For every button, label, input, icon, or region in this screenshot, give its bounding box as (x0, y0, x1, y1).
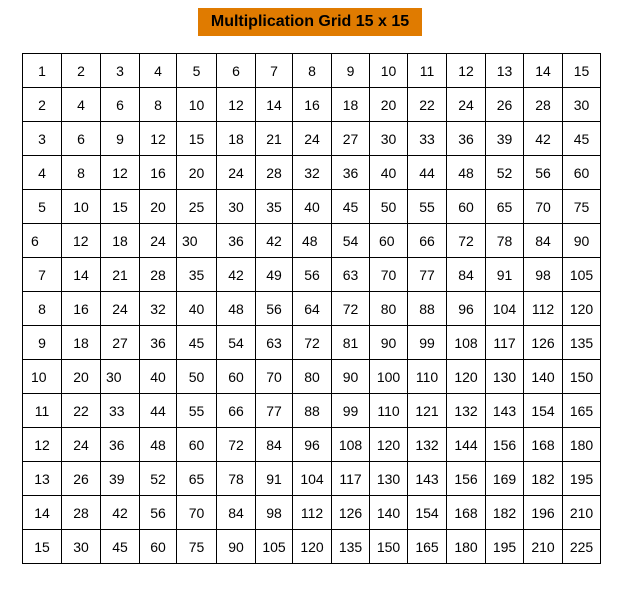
grid-cell: 11 (23, 394, 62, 428)
grid-cell: 49 (256, 258, 293, 292)
grid-cell: 35 (256, 190, 293, 224)
grid-cell: 195 (563, 462, 601, 496)
grid-cell: 6 (101, 88, 140, 122)
grid-cell: 10 (62, 190, 101, 224)
grid-cell: 112 (524, 292, 563, 326)
grid-cell: 40 (177, 292, 217, 326)
grid-cell: 140 (524, 360, 563, 394)
grid-cell: 81 (332, 326, 370, 360)
grid-cell: 24 (217, 156, 256, 190)
grid-cell: 56 (256, 292, 293, 326)
grid-cell: 88 (293, 394, 332, 428)
grid-cell: 24 (101, 292, 140, 326)
grid-cell: 33 (408, 122, 447, 156)
grid-cell: 72 (447, 224, 486, 258)
grid-cell: 121 (408, 394, 447, 428)
grid-cell: 143 (486, 394, 524, 428)
grid-cell: 16 (62, 292, 101, 326)
grid-cell: 120 (447, 360, 486, 394)
grid-cell: 30 (177, 224, 217, 258)
grid-cell: 26 (486, 88, 524, 122)
grid-cell: 10 (23, 360, 62, 394)
grid-cell: 18 (332, 88, 370, 122)
grid-cell: 6 (217, 54, 256, 88)
grid-cell: 21 (101, 258, 140, 292)
grid-cell: 60 (447, 190, 486, 224)
grid-cell: 77 (408, 258, 447, 292)
grid-cell: 28 (62, 496, 101, 530)
grid-cell: 28 (256, 156, 293, 190)
grid-cell: 55 (177, 394, 217, 428)
grid-cell: 126 (524, 326, 563, 360)
grid-cell: 36 (447, 122, 486, 156)
grid-cell: 195 (486, 530, 524, 564)
grid-cell: 40 (293, 190, 332, 224)
grid-cell: 84 (256, 428, 293, 462)
grid-cell: 3 (23, 122, 62, 156)
grid-cell: 126 (332, 496, 370, 530)
grid-cell: 6 (62, 122, 101, 156)
grid-cell: 132 (408, 428, 447, 462)
grid-cell: 24 (62, 428, 101, 462)
grid-cell: 4 (23, 156, 62, 190)
grid-cell: 32 (140, 292, 177, 326)
grid-cell: 36 (332, 156, 370, 190)
grid-cell: 42 (256, 224, 293, 258)
grid-cell: 48 (447, 156, 486, 190)
grid-cell: 120 (370, 428, 408, 462)
grid-row (23, 394, 601, 428)
grid-cell: 150 (563, 360, 601, 394)
grid-cell: 24 (140, 224, 177, 258)
grid-cell: 30 (62, 530, 101, 564)
grid-cell: 80 (293, 360, 332, 394)
grid-cell: 14 (23, 496, 62, 530)
grid-cell: 14 (524, 54, 563, 88)
grid-cell: 110 (408, 360, 447, 394)
grid-cell: 182 (486, 496, 524, 530)
grid-cell: 60 (563, 156, 601, 190)
grid-cell: 45 (177, 326, 217, 360)
grid-row (23, 462, 601, 496)
grid-cell: 48 (293, 224, 332, 258)
grid-cell: 90 (563, 224, 601, 258)
grid-cell: 77 (256, 394, 293, 428)
grid-cell: 10 (177, 88, 217, 122)
grid-cell: 24 (447, 88, 486, 122)
grid-cell: 28 (140, 258, 177, 292)
grid-cell: 9 (23, 326, 62, 360)
grid-cell: 60 (140, 530, 177, 564)
grid-cell: 12 (140, 122, 177, 156)
grid-cell: 108 (332, 428, 370, 462)
grid-cell: 225 (563, 530, 601, 564)
grid-cell: 28 (524, 88, 563, 122)
grid-cell: 135 (332, 530, 370, 564)
grid-cell: 5 (177, 54, 217, 88)
grid-cell: 154 (524, 394, 563, 428)
grid-cell: 144 (447, 428, 486, 462)
grid-cell: 88 (408, 292, 447, 326)
grid-cell: 11 (408, 54, 447, 88)
grid-cell: 104 (293, 462, 332, 496)
grid-cell: 130 (486, 360, 524, 394)
grid-cell: 13 (486, 54, 524, 88)
grid-cell: 90 (217, 530, 256, 564)
grid-cell: 2 (62, 54, 101, 88)
grid-cell: 140 (370, 496, 408, 530)
grid-row (23, 496, 601, 530)
grid-cell: 98 (524, 258, 563, 292)
grid-cell: 3 (101, 54, 140, 88)
grid-cell: 210 (563, 496, 601, 530)
grid-cell: 1 (23, 54, 62, 88)
grid-cell: 110 (370, 394, 408, 428)
grid-cell: 45 (101, 530, 140, 564)
grid-cell: 60 (370, 224, 408, 258)
grid-cell: 13 (23, 462, 62, 496)
grid-cell: 8 (62, 156, 101, 190)
grid-cell: 60 (177, 428, 217, 462)
grid-cell: 70 (524, 190, 563, 224)
grid-cell: 18 (101, 224, 140, 258)
grid-cell: 91 (486, 258, 524, 292)
grid-cell: 180 (447, 530, 486, 564)
grid-cell: 15 (101, 190, 140, 224)
grid-cell: 8 (293, 54, 332, 88)
grid-cell: 24 (293, 122, 332, 156)
grid-cell: 84 (447, 258, 486, 292)
grid-cell: 6 (23, 224, 62, 258)
grid-cell: 72 (217, 428, 256, 462)
grid-row (23, 428, 601, 462)
grid-row (23, 258, 601, 292)
grid-cell: 143 (408, 462, 447, 496)
grid-cell: 21 (256, 122, 293, 156)
grid-cell: 65 (486, 190, 524, 224)
grid-cell: 120 (563, 292, 601, 326)
multiplication-grid (22, 53, 601, 564)
grid-cell: 4 (140, 54, 177, 88)
grid-cell: 27 (332, 122, 370, 156)
grid-cell: 104 (486, 292, 524, 326)
grid-cell: 117 (332, 462, 370, 496)
grid-cell: 12 (217, 88, 256, 122)
grid-cell: 90 (332, 360, 370, 394)
grid-cell: 84 (217, 496, 256, 530)
grid-cell: 39 (101, 462, 140, 496)
grid-row (23, 190, 601, 224)
grid-cell: 30 (101, 360, 140, 394)
grid-cell: 65 (177, 462, 217, 496)
grid-cell: 168 (447, 496, 486, 530)
grid-cell: 56 (524, 156, 563, 190)
grid-cell: 72 (332, 292, 370, 326)
grid-cell: 55 (408, 190, 447, 224)
grid-cell: 70 (256, 360, 293, 394)
grid-cell: 120 (293, 530, 332, 564)
grid-cell: 112 (293, 496, 332, 530)
grid-cell: 12 (62, 224, 101, 258)
grid-cell: 54 (217, 326, 256, 360)
grid-cell: 9 (101, 122, 140, 156)
grid-cell: 117 (486, 326, 524, 360)
grid-row (23, 54, 601, 88)
grid-cell: 32 (293, 156, 332, 190)
grid-cell: 18 (62, 326, 101, 360)
grid-cell: 60 (217, 360, 256, 394)
grid-cell: 33 (101, 394, 140, 428)
grid-cell: 36 (217, 224, 256, 258)
grid-cell: 50 (177, 360, 217, 394)
grid-cell: 84 (524, 224, 563, 258)
grid-cell: 78 (217, 462, 256, 496)
grid-cell: 45 (563, 122, 601, 156)
grid-cell: 30 (370, 122, 408, 156)
grid-cell: 130 (370, 462, 408, 496)
grid-cell: 52 (486, 156, 524, 190)
grid-cell: 56 (140, 496, 177, 530)
grid-cell: 15 (177, 122, 217, 156)
grid-cell: 64 (293, 292, 332, 326)
grid-cell: 99 (332, 394, 370, 428)
grid-cell: 18 (217, 122, 256, 156)
grid-row (23, 326, 601, 360)
grid-row (23, 156, 601, 190)
grid-cell: 180 (563, 428, 601, 462)
grid-cell: 156 (486, 428, 524, 462)
grid-cell: 91 (256, 462, 293, 496)
grid-cell: 7 (256, 54, 293, 88)
grid-cell: 44 (140, 394, 177, 428)
grid-cell: 45 (332, 190, 370, 224)
grid-cell: 7 (23, 258, 62, 292)
grid-cell: 15 (23, 530, 62, 564)
grid-cell: 135 (563, 326, 601, 360)
grid-cell: 36 (140, 326, 177, 360)
grid-cell: 12 (447, 54, 486, 88)
page-title: Multiplication Grid 15 x 15 (198, 8, 422, 36)
grid-cell: 78 (486, 224, 524, 258)
grid-row (23, 224, 601, 258)
grid-row (23, 88, 601, 122)
grid-cell: 40 (140, 360, 177, 394)
grid-cell: 150 (370, 530, 408, 564)
grid-cell: 96 (447, 292, 486, 326)
grid-cell: 20 (62, 360, 101, 394)
grid-body (23, 54, 601, 564)
grid-cell: 168 (524, 428, 563, 462)
grid-cell: 70 (177, 496, 217, 530)
grid-cell: 108 (447, 326, 486, 360)
grid-cell: 196 (524, 496, 563, 530)
grid-cell: 8 (140, 88, 177, 122)
grid-cell: 182 (524, 462, 563, 496)
grid-cell: 50 (370, 190, 408, 224)
grid-cell: 165 (408, 530, 447, 564)
grid-cell: 4 (62, 88, 101, 122)
grid-cell: 42 (524, 122, 563, 156)
grid-cell: 66 (408, 224, 447, 258)
grid-cell: 98 (256, 496, 293, 530)
grid-cell: 16 (293, 88, 332, 122)
grid-cell: 12 (101, 156, 140, 190)
grid-cell: 2 (23, 88, 62, 122)
grid-cell: 9 (332, 54, 370, 88)
grid-cell: 90 (370, 326, 408, 360)
grid-cell: 63 (256, 326, 293, 360)
grid-cell: 48 (140, 428, 177, 462)
grid-cell: 66 (217, 394, 256, 428)
grid-cell: 165 (563, 394, 601, 428)
grid-cell: 26 (62, 462, 101, 496)
grid-cell: 72 (293, 326, 332, 360)
grid-cell: 42 (101, 496, 140, 530)
grid-cell: 36 (101, 428, 140, 462)
grid-cell: 30 (217, 190, 256, 224)
grid-cell: 44 (408, 156, 447, 190)
grid-cell: 35 (177, 258, 217, 292)
grid-cell: 27 (101, 326, 140, 360)
grid-cell: 63 (332, 258, 370, 292)
grid-cell: 52 (140, 462, 177, 496)
grid-cell: 14 (62, 258, 101, 292)
grid-cell: 70 (370, 258, 408, 292)
grid-cell: 5 (23, 190, 62, 224)
grid-cell: 20 (177, 156, 217, 190)
grid-row (23, 530, 601, 564)
grid-cell: 48 (217, 292, 256, 326)
grid-cell: 20 (370, 88, 408, 122)
grid-cell: 156 (447, 462, 486, 496)
grid-cell: 8 (23, 292, 62, 326)
grid-cell: 154 (408, 496, 447, 530)
grid-cell: 42 (217, 258, 256, 292)
grid-cell: 20 (140, 190, 177, 224)
grid-cell: 132 (447, 394, 486, 428)
grid-cell: 80 (370, 292, 408, 326)
grid-cell: 96 (293, 428, 332, 462)
grid-cell: 22 (62, 394, 101, 428)
grid-cell: 100 (370, 360, 408, 394)
grid-cell: 75 (563, 190, 601, 224)
grid-cell: 210 (524, 530, 563, 564)
grid-cell: 54 (332, 224, 370, 258)
grid-cell: 40 (370, 156, 408, 190)
grid-cell: 25 (177, 190, 217, 224)
grid-cell: 169 (486, 462, 524, 496)
grid-cell: 10 (370, 54, 408, 88)
grid-cell: 105 (563, 258, 601, 292)
grid-cell: 30 (563, 88, 601, 122)
grid-row (23, 292, 601, 326)
grid-cell: 99 (408, 326, 447, 360)
grid-cell: 22 (408, 88, 447, 122)
grid-row (23, 122, 601, 156)
grid-cell: 14 (256, 88, 293, 122)
grid-cell: 56 (293, 258, 332, 292)
grid-cell: 105 (256, 530, 293, 564)
grid-row (23, 360, 601, 394)
grid-cell: 16 (140, 156, 177, 190)
grid-cell: 12 (23, 428, 62, 462)
grid-cell: 75 (177, 530, 217, 564)
grid-cell: 15 (563, 54, 601, 88)
grid-cell: 39 (486, 122, 524, 156)
